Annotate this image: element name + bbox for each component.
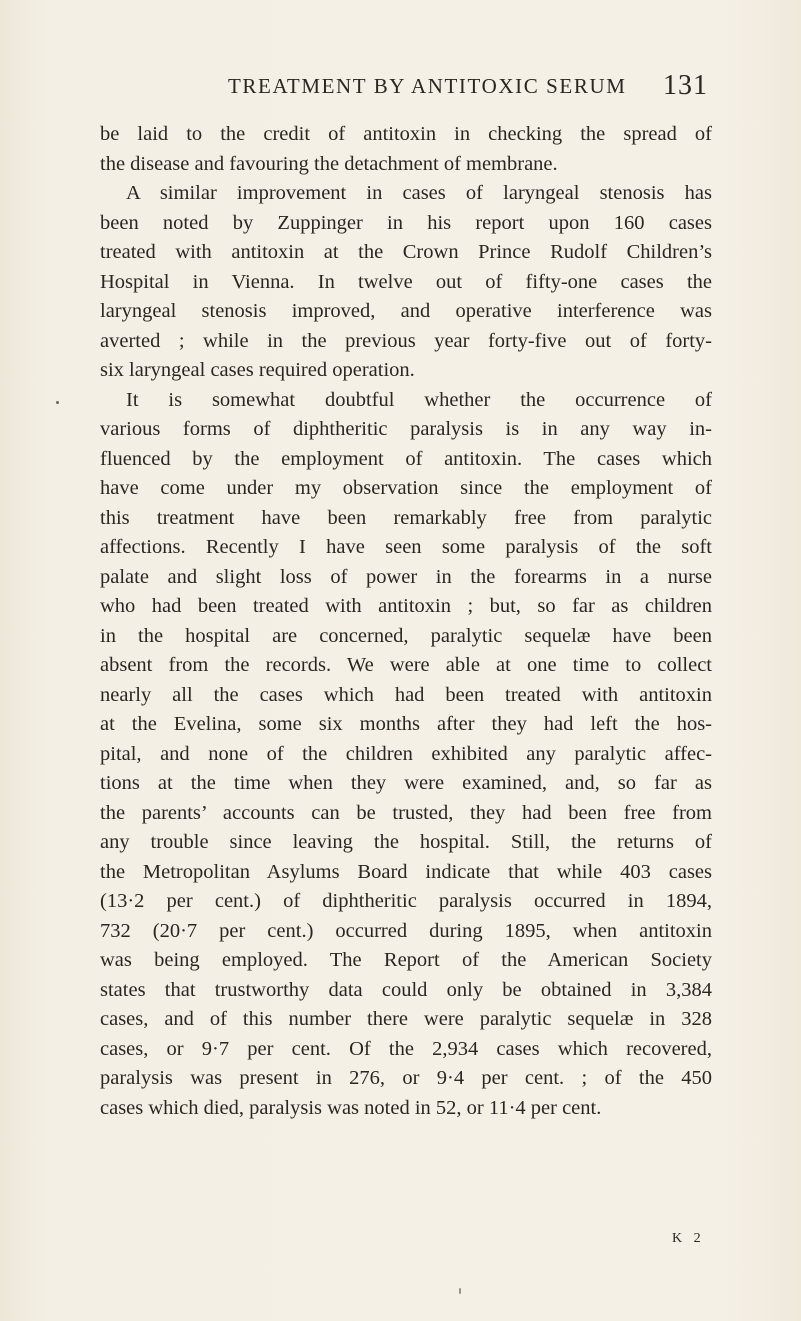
text-line: averted ; while in the previous year forty-five out of forty- <box>100 329 712 352</box>
text-line: 732 (20·7 per cent.) occurred during 1895, when antitoxin <box>100 919 712 942</box>
text-line: paralysis was present in 276, or 9·4 per cent. ; of the 450 <box>100 1067 712 1089</box>
text-line: in the hospital are concerned, paralytic sequelæ have been <box>100 624 712 647</box>
text-line: absent from the records. We were able at one time to collect <box>100 654 712 676</box>
text-line: cases, and of this number there were paralytic sequelæ in 328 <box>100 1008 712 1030</box>
text-line: cases which died, paralysis was noted in 52, or 11·4 per cent. <box>100 1096 602 1119</box>
text-line: was being employed. The Report of the American Society <box>100 949 712 971</box>
text-line: Hospital in Vienna. In twelve out of fifty-one cases the <box>100 270 712 293</box>
text-line: nearly all the cases which had been treated with antitoxin <box>100 683 712 706</box>
text-line: who had been treated with antitoxin ; but, so far as children <box>100 595 712 617</box>
body-text <box>100 120 712 1123</box>
print-speck <box>459 1288 461 1294</box>
text-line: six laryngeal cases required operation. <box>100 359 415 381</box>
text-line: treated with antitoxin at the Crown Prince Rudolf Children’s <box>100 241 712 263</box>
text-line: states that trustworthy data could only be obtained in 3,384 <box>100 978 712 1001</box>
text-line: various forms of diphtheritic paralysis is in any way in- <box>100 418 712 440</box>
text-line: have come under my observation since the employment of <box>100 477 712 499</box>
text-line: the disease and favouring the detachment of membrane. <box>100 152 558 175</box>
text-line: laryngeal stenosis improved, and operative interference was <box>100 300 712 322</box>
text-line: (13·2 per cent.) of diphtheritic paralysis occurred in 1894, <box>100 890 712 912</box>
text-line: tions at the time when they were examined, and, so far as <box>100 772 712 794</box>
text-line: the parents’ accounts can be trusted, they had been free from <box>100 801 712 824</box>
running-title: TREATMENT BY ANTITOXIC SERUM <box>228 74 627 98</box>
text-line: be laid to the credit of antitoxin in checking the spread of <box>100 123 712 145</box>
page-number: 131 <box>663 70 708 101</box>
running-head <box>0 70 801 104</box>
margin-mark <box>56 401 59 404</box>
text-line: been noted by Zuppinger in his report upon 160 cases <box>100 211 712 234</box>
text-line: A similar improvement in cases of laryngeal stenosis has <box>126 182 712 204</box>
text-line: the Metropolitan Asylums Board indicate that while 403 cases <box>100 860 712 883</box>
text-line: any trouble since leaving the hospital. Still, the returns of <box>100 831 712 853</box>
text-line: It is somewhat doubtful whether the occurrence of <box>126 388 712 411</box>
text-line: at the Evelina, some six months after they had left the hos- <box>100 713 712 735</box>
text-line: affections. Recently I have seen some paralysis of the soft <box>100 536 712 558</box>
signature-mark: K 2 <box>672 1231 705 1246</box>
text-line: cases, or 9·7 per cent. Of the 2,934 cases which recovered, <box>100 1037 712 1060</box>
text-line: pital, and none of the children exhibited any paralytic affec- <box>100 742 712 765</box>
text-line: palate and slight loss of power in the forearms in a nurse <box>100 565 712 588</box>
text-line: fluenced by the employment of antitoxin. The cases which <box>100 447 712 470</box>
text-line: this treatment have been remarkably free from paralytic <box>100 506 712 529</box>
